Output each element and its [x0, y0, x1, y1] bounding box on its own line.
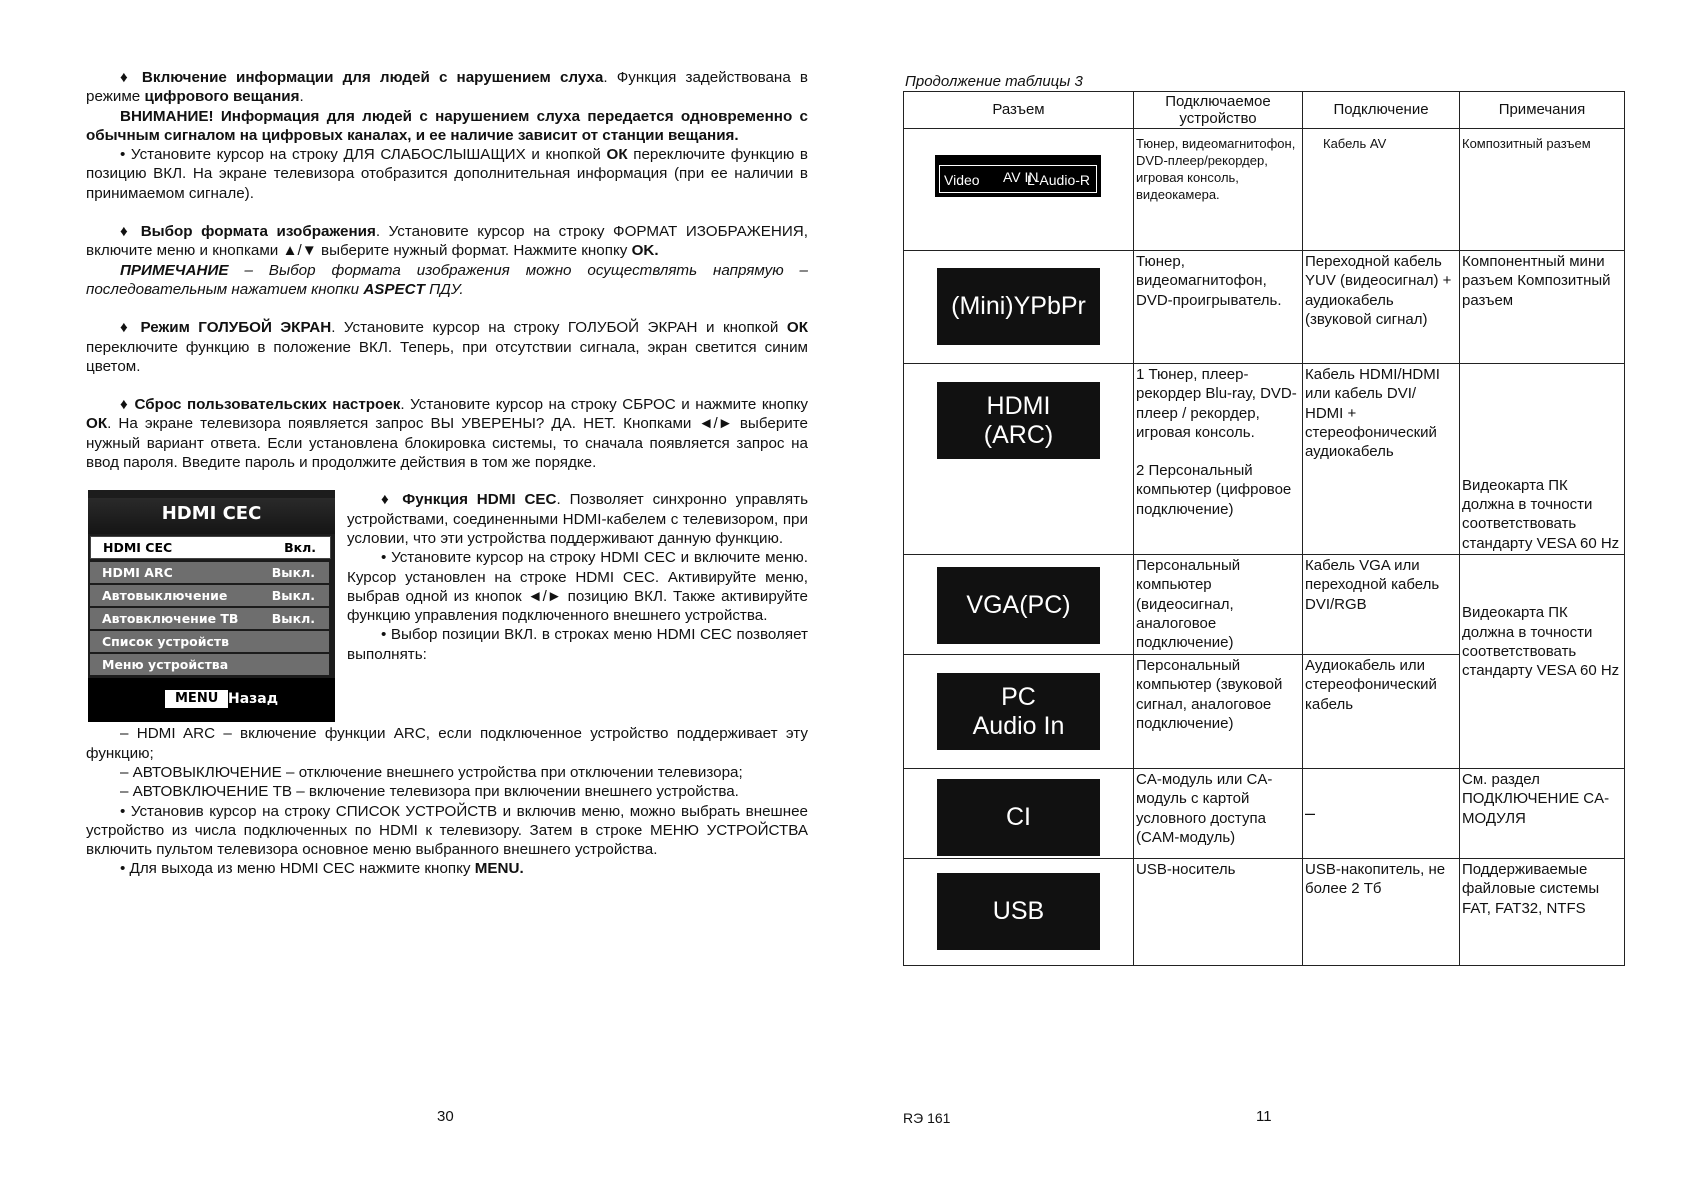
paragraph-hearing: ♦ Включение информации для людей с нарушением слуха. Функция задействована в режиме цифрового вещания. — [86, 69, 808, 106]
device-cell: Тюнер, видеомагнитофон, DVD-плеер/рекордер, игровая консоль, видеокамера. — [1134, 129, 1303, 251]
connections-table — [903, 91, 1625, 966]
menu-key-label: MENU — [165, 690, 228, 708]
paragraph-hdmi-cec-steps: • Установите курсор на строку HDMI CEC и включите меню. Курсор установлен на строке HDMI CEC. Активируйте меню, выбрав одной из кнопок ◄/► позицию ВКЛ. Также активируйте функцию управления подключенного внешнего устройства. — [347, 549, 808, 625]
table-row — [904, 859, 1625, 966]
paragraph-warning: ВНИМАНИЕ! Информация для людей с нарушением слуха передается одновременно с обычным сигналом на цифровых каналах, и ее наличие зависит от станции вещания. — [86, 107, 808, 144]
device-cell: Тюнер, видеомагнитофон, DVD-проигрыватель. — [1134, 251, 1303, 364]
connection-cell: Кабель AV — [1303, 129, 1460, 251]
vga-port-icon: VGA(PC) — [937, 567, 1100, 644]
device-cell: Персональный компьютер (видеосигнал, аналоговое подключение) — [1134, 555, 1303, 655]
paragraph-exit: • Для выхода из меню HDMI CEC нажмите кнопку MENU. — [120, 860, 524, 878]
paragraph-hdmi-cec: ♦ Функция HDMI CEC. Позволяет синхронно управлять устройствами, соединенными HDMI-кабелем с телевизором, при условии, что эти устройства поддерживают данную функцию. — [347, 491, 809, 547]
right-page-number: 11 — [1256, 1108, 1272, 1125]
av-in-port-icon: AV IN Video L-Audio-R — [935, 155, 1101, 197]
ypbpr-port-icon: (Mini)YPbPr — [937, 268, 1100, 345]
port-cell-pc-audio — [904, 655, 1134, 769]
paragraph-reset: ♦ Сброс пользовательских настроек. Установите курсор на строку СБРОС и нажмите кнопку ОК. На экране телевизора появляется запрос ВЫ УВЕРЕНЫ? ДА. НЕТ. Кнопками ◄/► выберите нужный вариант ответа. Если установлена блокировка системы, то сначала появляется запрос на ввод пароля. Введите пароль и продолжите действия в том же порядке. — [86, 396, 808, 472]
table-caption: Продолжение таблицы 3 — [905, 73, 1083, 90]
header-device: Подключаемое устройство — [1134, 92, 1303, 129]
port-cell-ypbpr — [904, 251, 1134, 364]
paragraph-auto-off: – АВТОВЫКЛЮЧЕНИЕ – отключение внешнего устройства при отключении телевизора; — [120, 763, 743, 781]
cec-row-auto-off: Автовыключение Выкл. — [90, 585, 329, 606]
cec-row-hdmi-cec: HDMI CEC Вкл. — [90, 536, 331, 559]
left-page-number: 30 — [437, 1108, 454, 1125]
pc-audio-port-icon: PC Audio In — [937, 673, 1100, 750]
ci-port-icon: CI — [937, 779, 1100, 856]
connection-cell: Аудиокабель или стереофонический кабель — [1303, 655, 1460, 769]
connection-cell: Кабель VGA или переходной кабель DVI/RGB — [1303, 555, 1460, 655]
header-port: Разъем — [904, 92, 1134, 129]
paragraph-auto-on: – АВТОВКЛЮЧЕНИЕ ТВ – включение телевизора при включении внешнего устройства. — [120, 783, 739, 801]
paragraph-hdmi-arc: – HDMI ARC – включение функции ARC, если подключенное устройство поддерживает эту функцию; — [86, 725, 808, 762]
note-cell: Компонентный мини разъем Композитный разъем — [1460, 251, 1625, 364]
hdmi-arc-port-icon: HDMI (ARC) — [937, 382, 1100, 459]
port-cell-ci — [904, 769, 1134, 859]
cec-row-device-menu: Меню устройства — [90, 654, 329, 675]
device-cell: USB-носитель — [1134, 859, 1303, 966]
usb-port-icon: USB — [937, 873, 1100, 950]
note-cell: Видеокарта ПК должна в точности соответствовать стандарту VESA 60 Hz — [1460, 364, 1625, 555]
device-cell: 1 Тюнер, плеер-рекордер Blu-ray, DVD-плеер / рекордер, игровая консоль. 2 Персональный компьютер (цифровое подключение) — [1134, 364, 1303, 555]
cec-row-hdmi-arc: HDMI ARC Выкл. — [90, 562, 329, 583]
paragraph-device-list: • Установив курсор на строку СПИСОК УСТРОЙСТВ и включив меню, можно выбрать внешнее устройство из числа подключенных по HDMI к телевизору. Затем в строке МЕНЮ УСТРОЙСТВА включить пультом телевизора основное меню выбранного внешнего устройства. — [86, 802, 808, 859]
port-cell-av — [904, 129, 1134, 251]
paragraph-blue-screen: ♦ Режим ГОЛУБОЙ ЭКРАН. Установите курсор на строку ГОЛУБОЙ ЭКРАН и кнопкой ОК переключите функцию в положение ВКЛ. Теперь, при отсутствии сигнала, экран светится синим цветом. — [86, 319, 808, 375]
connection-cell: Кабель HDMI/HDMI или кабель DVI/ HDMI + стереофонический аудиокабель — [1303, 364, 1460, 555]
cec-row-device-list: Список устройств — [90, 631, 329, 652]
cec-row-auto-on: Автовключение ТВ Выкл. — [90, 608, 329, 629]
connection-cell: Переходной кабель YUV (видеосигнал) + аудиокабель (звуковой сигнал) — [1303, 251, 1460, 364]
connection-cell: – — [1303, 769, 1460, 859]
note-cell: См. раздел ПОДКЛЮЧЕНИЕ CA-МОДУЛЯ — [1460, 769, 1625, 859]
note-cell: Поддерживаемые файловые системы FAT, FAT32, NTFS — [1460, 859, 1625, 966]
table-row — [904, 555, 1625, 655]
left-page — [86, 68, 808, 879]
port-cell-usb — [904, 859, 1134, 966]
paragraph-hdmi-cec-options: • Выбор позиции ВКЛ. в строках меню HDMI CEC позволяет выполнять: — [347, 626, 808, 663]
table-row — [904, 364, 1625, 555]
device-cell: CA-модуль или CA-модуль с картой условного доступа (CAM-модуль) — [1134, 769, 1303, 859]
connection-cell: USB-накопитель, не более 2 Тб — [1303, 859, 1460, 966]
table-row — [904, 129, 1625, 251]
table-header-row — [904, 92, 1625, 129]
document-code: RЭ 161 — [903, 1110, 951, 1126]
hdmi-cec-section — [86, 490, 809, 708]
header-notes: Примечания — [1460, 92, 1625, 129]
note-cell: Видеокарта ПК должна в точности соответствовать стандарту VESA 60 Hz — [1460, 555, 1625, 769]
device-cell: Персональный компьютер (звуковой сигнал, аналоговое подключение) — [1134, 655, 1303, 769]
port-cell-hdmi — [904, 364, 1134, 555]
paragraph-aspect: ♦ Выбор формата изображения. Установите курсор на строку ФОРМАТ ИЗОБРАЖЕНИЯ, включите меню и кнопками ▲/▼ выберите нужный формат. Нажмите кнопку OK. — [86, 223, 808, 260]
table-row — [904, 769, 1625, 859]
paragraph-hearing-steps: • Установите курсор на строку ДЛЯ СЛАБОСЛЫШАЩИХ и кнопкой ОК переключите функцию в позицию ВКЛ. На экране телевизора отобразится дополнительная информация (при ее наличии в принимаемом сигнале). — [86, 146, 808, 202]
header-connection: Подключение — [1303, 92, 1460, 129]
back-label: Назад — [228, 691, 279, 708]
table-row — [904, 251, 1625, 364]
right-page — [903, 73, 1624, 966]
hdmi-cec-menu-image — [88, 490, 335, 722]
port-cell-vga — [904, 555, 1134, 655]
cec-menu-title: HDMI CEC — [88, 498, 335, 534]
note-cell: Композитный разъем — [1460, 129, 1625, 251]
cec-menu-footer — [88, 678, 335, 722]
paragraph-aspect-note: ПРИМЕЧАНИЕ – Выбор формата изображения можно осуществлять напрямую – последовательным нажатием кнопки ASPECT ПДУ. — [86, 261, 808, 298]
